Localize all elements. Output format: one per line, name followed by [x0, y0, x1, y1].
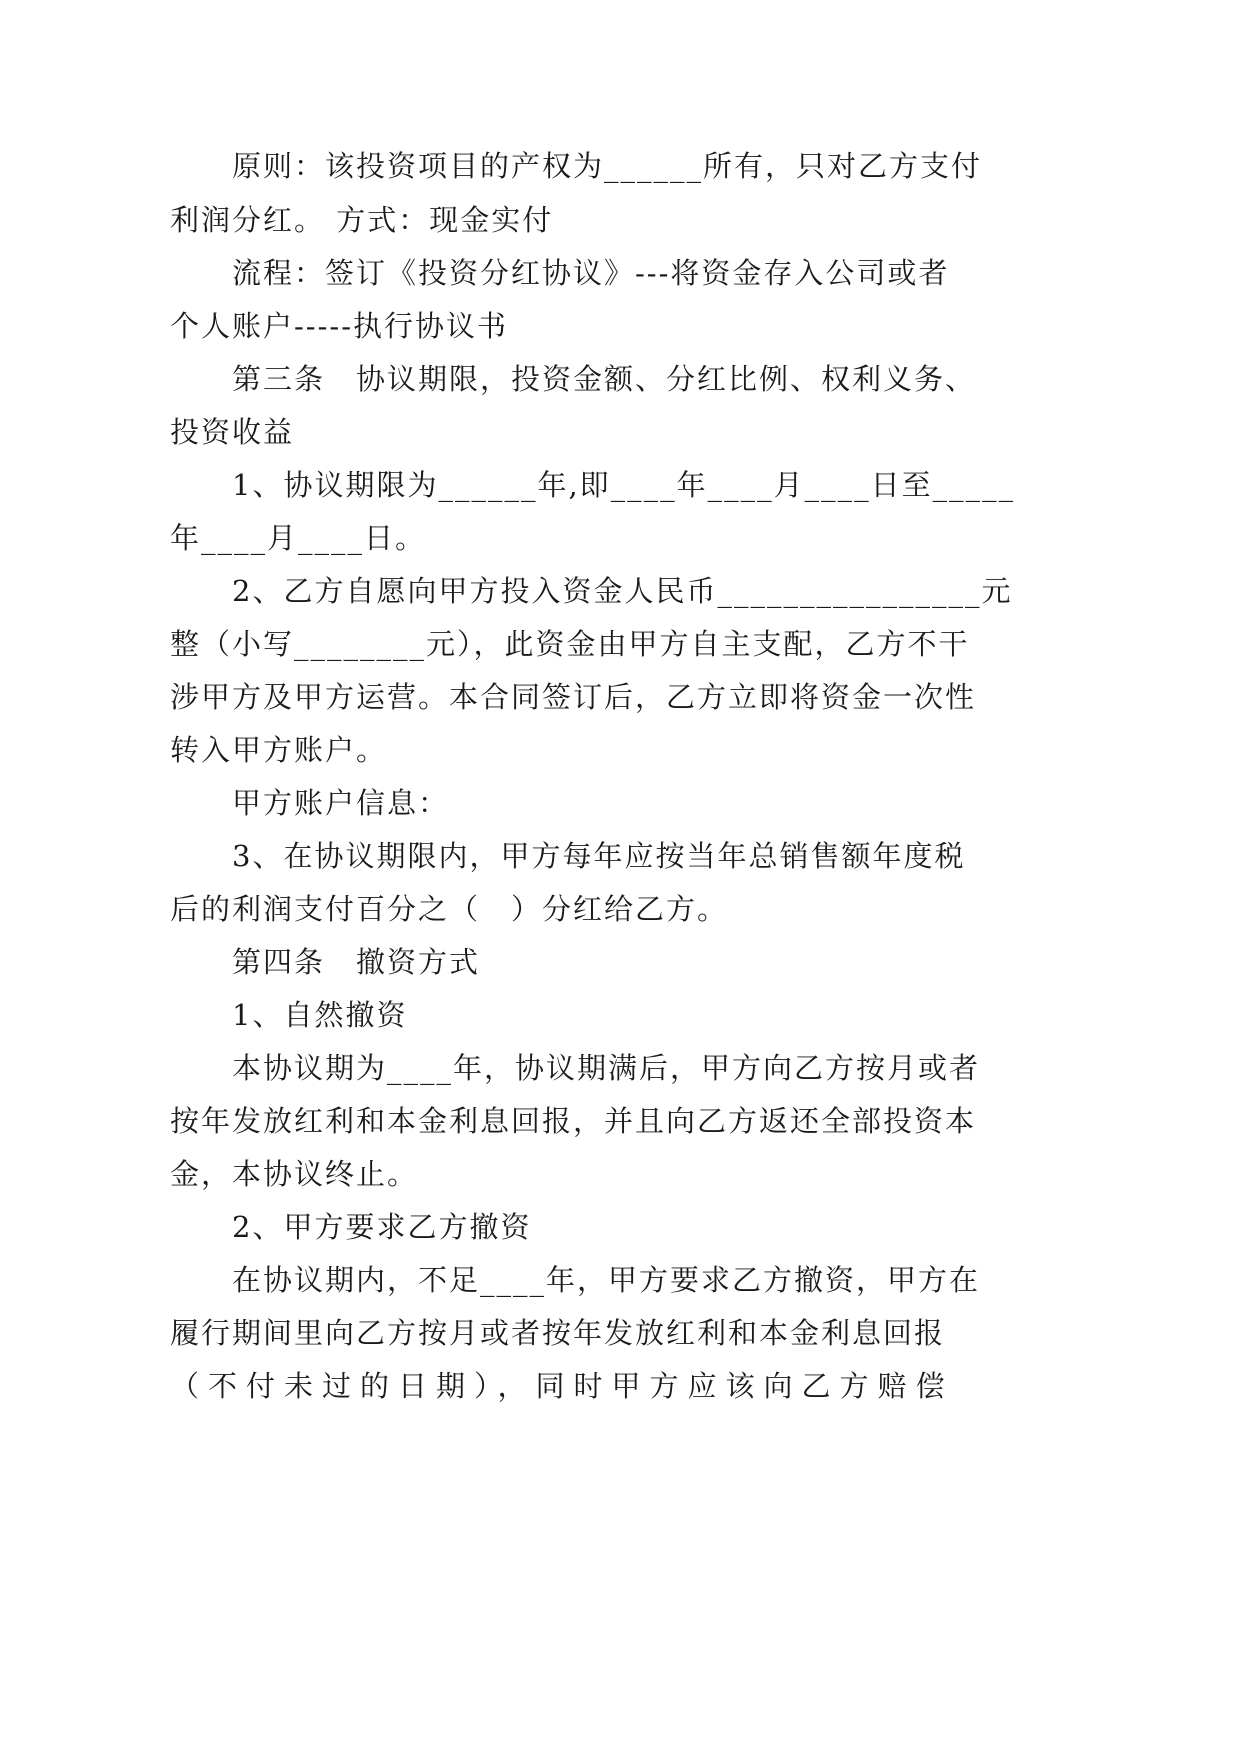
- text-line: 甲方账户信息：: [232, 786, 450, 820]
- text-line: 履行期间里向乙方按月或者按年发放红利和本金利息回报: [170, 1316, 946, 1350]
- text-line: 转入甲方账户。: [170, 733, 388, 767]
- text-line: 金，本协议终止。: [170, 1157, 419, 1191]
- text-line: 1、协议期限为______年,即____年____月____日至_____: [232, 468, 1016, 502]
- text-line: 整（小写________元），此资金由甲方自主支配，乙方不干: [170, 627, 970, 661]
- text-line: 涉甲方及甲方运营。本合同签订后，乙方立即将资金一次性: [170, 680, 977, 714]
- section-heading: 第三条 协议期限，投资金额、分红比例、权利义务、: [232, 362, 977, 396]
- text-line: 2、乙方自愿向甲方投入资金人民币________________元: [232, 574, 1013, 608]
- text-line: 按年发放红利和本金利息回报，并且向乙方返还全部投资本: [170, 1104, 977, 1138]
- text-line: 个人账户-----执行协议书: [170, 309, 508, 343]
- text-line: 年____月____日。: [170, 521, 427, 555]
- text-line: 本协议期为____年，协议期满后，甲方向乙方按月或者: [232, 1051, 981, 1085]
- text-line: 原则：该投资项目的产权为______所有，只对乙方支付: [232, 149, 983, 183]
- text-line: 2、甲方要求乙方撤资: [232, 1210, 532, 1244]
- text-line: 后的利润支付百分之（ ）分红给乙方。: [170, 892, 729, 926]
- section-heading: 第四条 撤资方式: [232, 945, 481, 979]
- text-line: 流程：签订《投资分红协议》---将资金存入公司或者: [232, 256, 950, 290]
- text-line: 利润分红。 方式：现金实付: [170, 203, 554, 237]
- text-line: 3、在协议期限内，甲方每年应按当年总销售额年度税: [232, 839, 966, 873]
- text-line: （不付未过的日期），同时甲方应该向乙方赔偿: [170, 1369, 954, 1403]
- text-line: 投资收益: [170, 415, 295, 449]
- text-line: 1、自然撤资: [232, 998, 408, 1032]
- text-line: 在协议期内，不足____年，甲方要求乙方撤资，甲方在: [232, 1263, 981, 1297]
